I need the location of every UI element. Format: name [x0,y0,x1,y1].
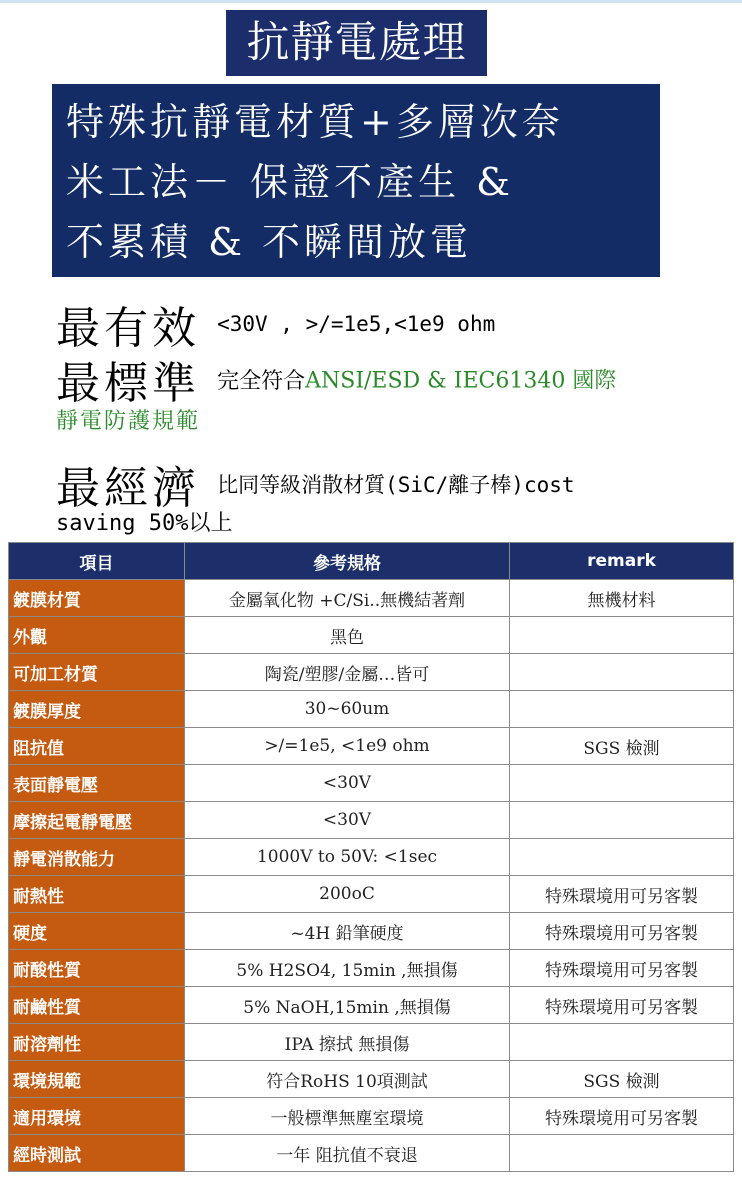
feature-heading: 最標準 [56,358,200,409]
row-item-name: 環境規範 [9,1061,185,1098]
row-item-name: 靜電消散能力 [9,839,185,876]
row-remark [510,654,734,691]
row-spec-value: 200oC [185,876,510,913]
table-row [9,913,734,950]
table-row [9,654,734,691]
row-spec-value: 一年 阻抗值不衰退 [185,1135,510,1172]
row-spec-value: >/=1e5, <1e9 ohm [185,728,510,765]
table-row [9,876,734,913]
row-item-name: 阻抗值 [9,728,185,765]
row-remark: 特殊環境用可另客製 [510,1098,734,1135]
top-divider [0,0,742,3]
row-item-name: 耐溶劑性 [9,1024,185,1061]
table-row [9,617,734,654]
banner-line-2: 米工法－ 保證不產生 & [66,160,514,204]
row-item-name: 硬度 [9,913,185,950]
table-row [9,1061,734,1098]
feature-description-prefix: 完全符合 [217,368,306,394]
row-remark: 無機材料 [510,580,734,617]
row-item-name: 可加工材質 [9,654,185,691]
row-remark [510,1024,734,1061]
column-header-spec: 參考規格 [185,543,510,580]
row-remark: 特殊環境用可另客製 [510,950,734,987]
table-row [9,1024,734,1061]
table-row [9,950,734,987]
row-remark: SGS 檢測 [510,728,734,765]
table-row [9,839,734,876]
row-spec-value: 5% NaOH,15min ,無損傷 [185,987,510,1024]
banner-line-3: 不累積 & 不瞬間放電 [66,220,472,264]
feature-most-standard [56,347,616,411]
row-spec-value: 金屬氧化物 +C/Si..無機結著劑 [185,580,510,617]
table-row [9,802,734,839]
row-spec-value: 陶瓷/塑膠/金屬…皆可 [185,654,510,691]
row-item-name: 耐鹼性質 [9,987,185,1024]
table-header-row [9,543,734,580]
row-item-name: 鍍膜材質 [9,580,185,617]
row-spec-value: 30~60um [185,691,510,728]
feature-description-line2: 靜電防護規範 [56,409,201,434]
row-remark: 特殊環境用可另客製 [510,913,734,950]
table-row [9,1098,734,1135]
row-spec-value: <30V [185,765,510,802]
table-row [9,580,734,617]
row-spec-value: 符合RoHS 10項測試 [185,1061,510,1098]
row-item-name: 外觀 [9,617,185,654]
row-remark [510,765,734,802]
row-item-name: 耐酸性質 [9,950,185,987]
table-row [9,765,734,802]
banner-line-1: 特殊抗靜電材質+多層次奈 [66,100,564,144]
row-remark [510,802,734,839]
row-item-name: 經時測試 [9,1135,185,1172]
feature-description: <30V , >/=1e5,<1e9 ohm [217,312,496,336]
table-row [9,691,734,728]
row-remark [510,691,734,728]
feature-description-standard: ANSI/ESD & IEC61340 國際 [305,368,617,394]
column-header-remark: remark [510,543,734,580]
row-remark [510,617,734,654]
row-remark: 特殊環境用可另客製 [510,876,734,913]
row-remark [510,1135,734,1172]
row-spec-value: 1000V to 50V: <1sec [185,839,510,876]
row-item-name: 摩擦起電靜電壓 [9,802,185,839]
feature-heading: 最經濟 [56,463,200,514]
headline-banner [52,84,660,277]
table-row [9,987,734,1024]
feature-heading: 最有效 [56,303,200,354]
row-item-name: 耐熱性 [9,876,185,913]
row-remark [510,839,734,876]
table-row [9,1135,734,1172]
row-item-name: 表面靜電壓 [9,765,185,802]
row-spec-value: 5% H2SO4, 15min ,無損傷 [185,950,510,987]
row-spec-value: IPA 擦拭 無損傷 [185,1024,510,1061]
table-row [9,728,734,765]
page-title: 抗靜電處理 [226,10,487,76]
row-spec-value: 黑色 [185,617,510,654]
row-remark: SGS 檢測 [510,1061,734,1098]
row-spec-value: <30V [185,802,510,839]
feature-description-line2: saving 50%以上 [56,511,233,536]
row-item-name: 適用環境 [9,1098,185,1135]
row-item-name: 鍍膜厚度 [9,691,185,728]
row-remark: 特殊環境用可另客製 [510,987,734,1024]
row-spec-value: ~4H 鉛筆硬度 [185,913,510,950]
spec-table [8,542,734,1172]
column-header-item: 項目 [9,543,185,580]
row-spec-value: 一般標準無塵室環境 [185,1098,510,1135]
feature-description: 比同等級消散材質(SiC/離子棒)cost [217,473,575,497]
